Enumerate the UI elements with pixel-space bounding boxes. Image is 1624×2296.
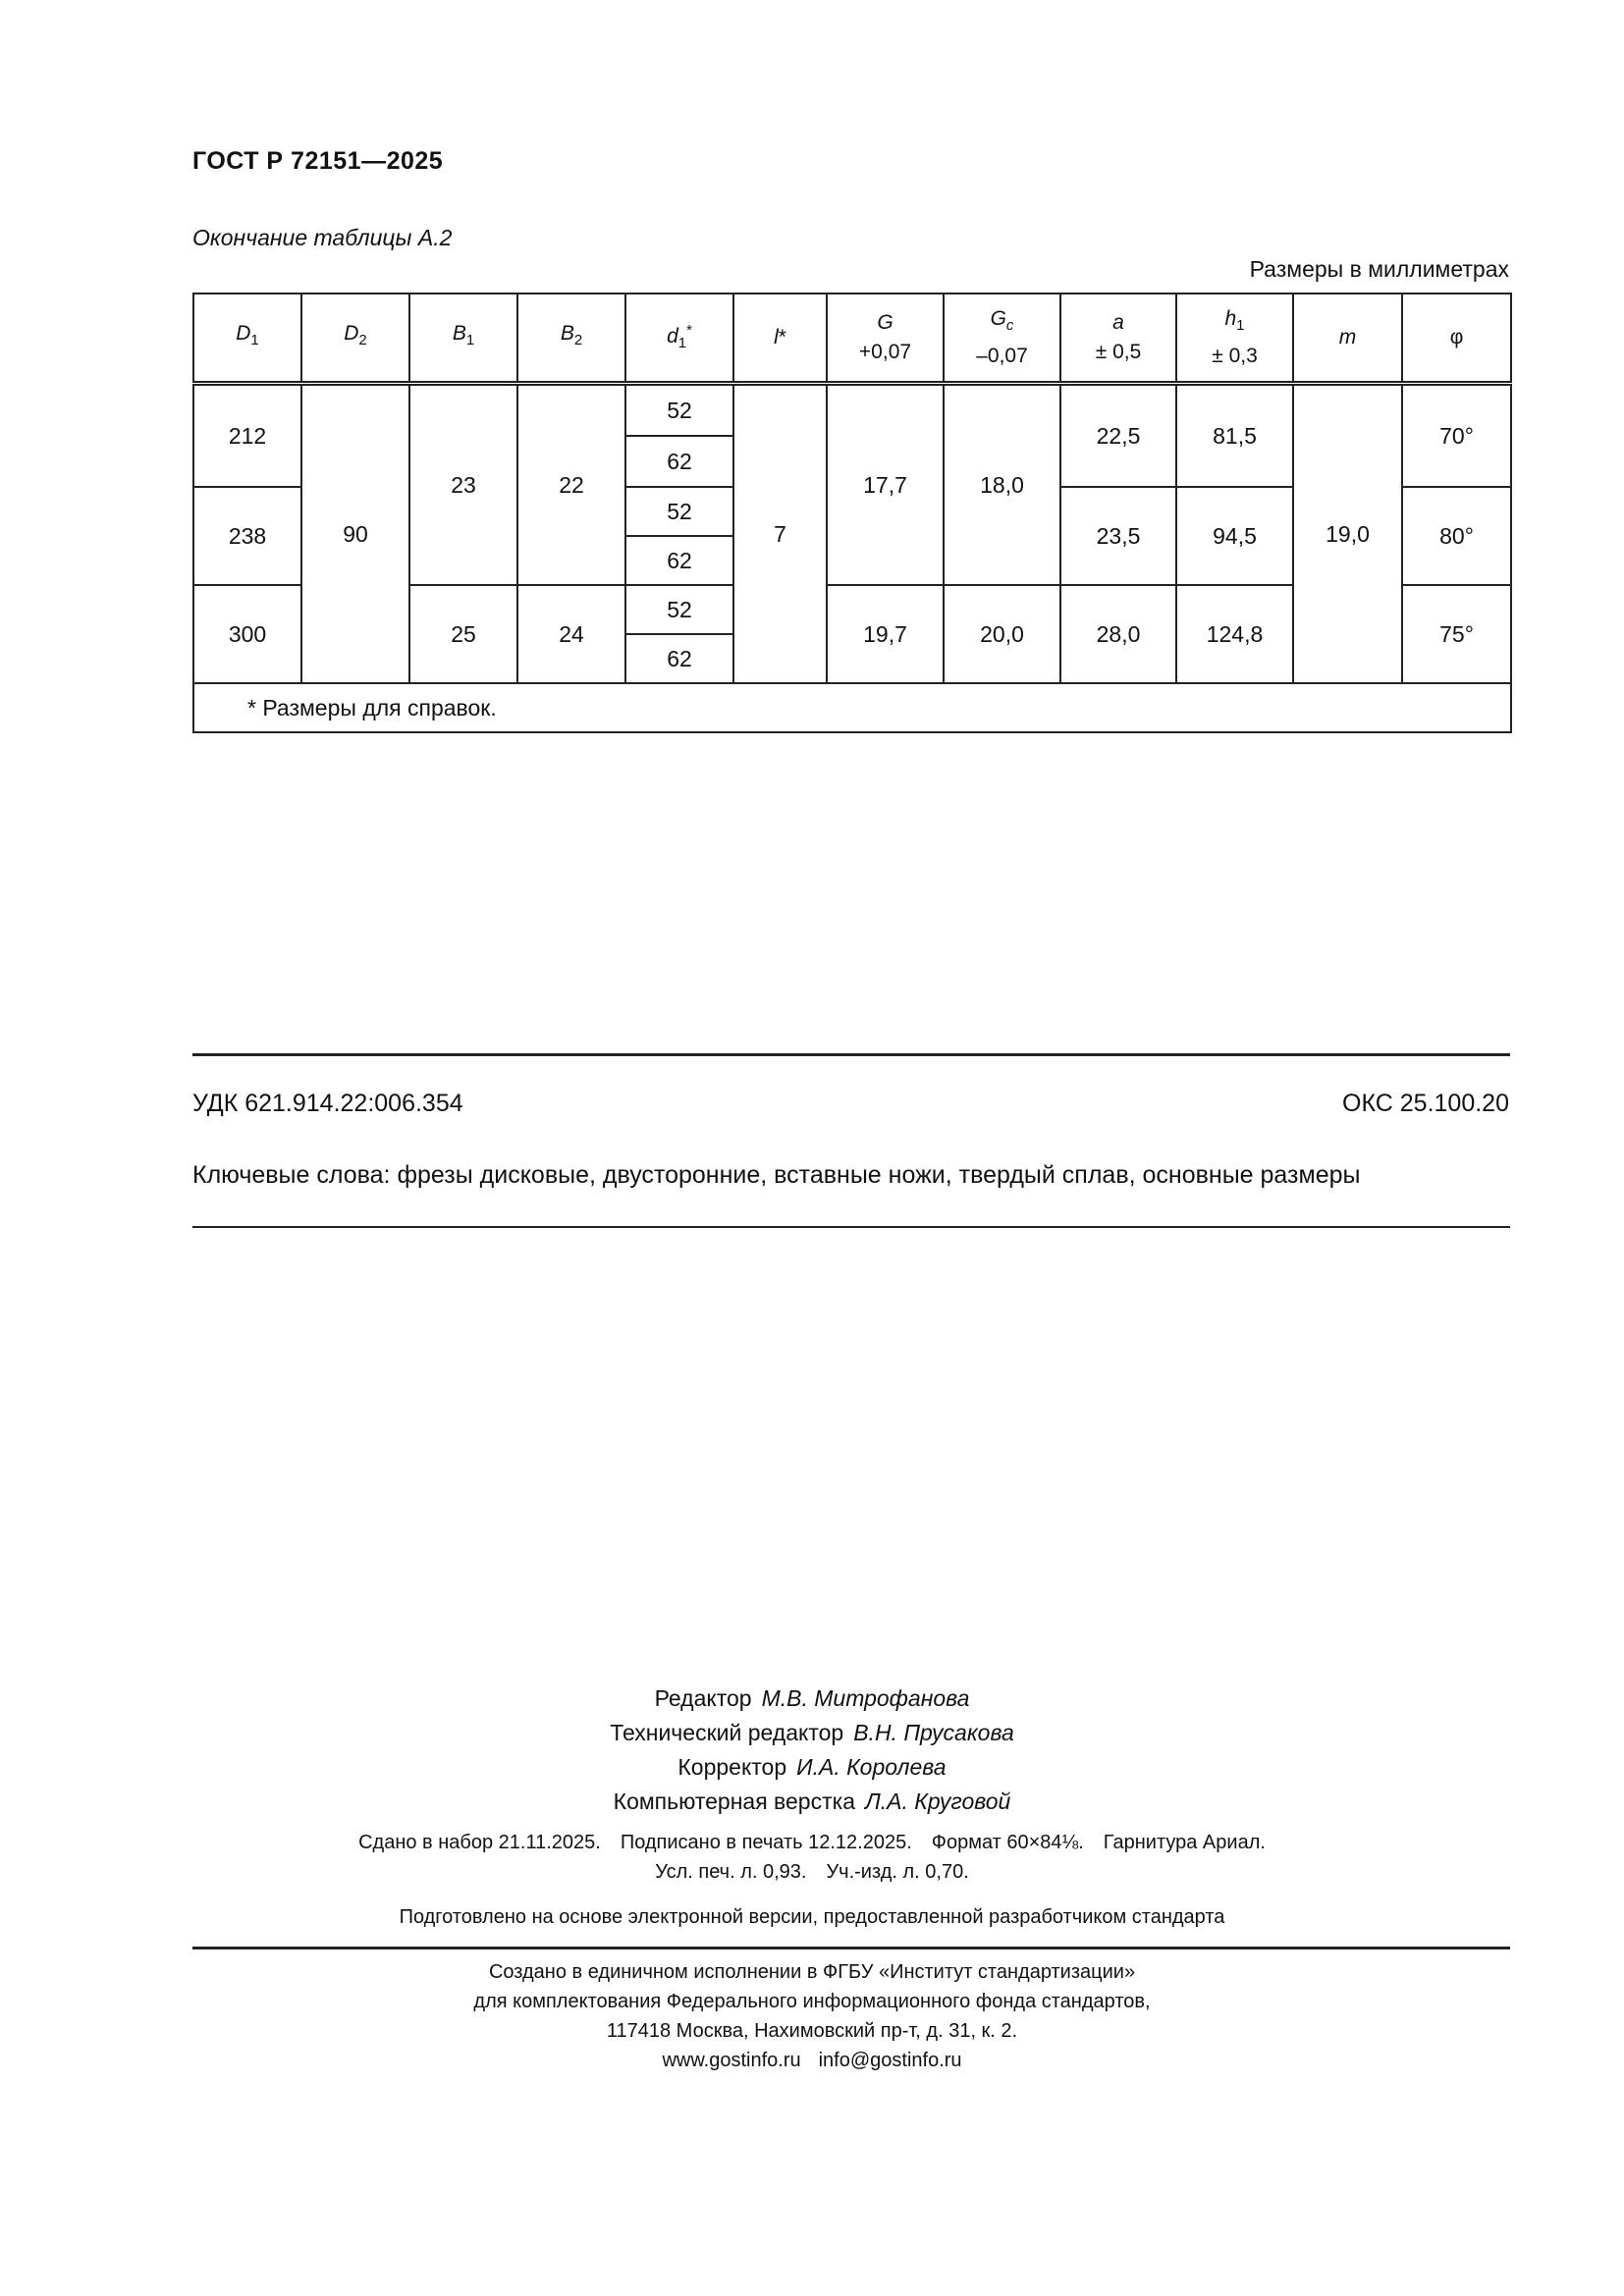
cell-D1: 212	[193, 384, 301, 488]
col-header-Gc: $G_c$ –0,07	[944, 294, 1060, 384]
col-header-B1: $B_1$	[409, 294, 517, 384]
cell-phi: 70°	[1402, 384, 1511, 488]
divider	[192, 1053, 1510, 1056]
cell-Gc: 20,0	[944, 585, 1060, 683]
cell-d1: 52	[625, 585, 733, 634]
cell-phi: 75°	[1402, 585, 1511, 683]
credit-line: Корректор И.А. Королева	[677, 1754, 947, 1780]
divider	[192, 1947, 1510, 1949]
cell-phi: 80°	[1402, 487, 1511, 585]
col-header-m: m	[1293, 294, 1402, 384]
cell-h1: 81,5	[1176, 384, 1293, 488]
cell-d1: 62	[625, 436, 733, 487]
credit-line: Технический редактор В.Н. Прусакова	[610, 1720, 1014, 1745]
credit-line: Компьютерная верстка Л.А. Круговой	[613, 1789, 1011, 1814]
col-header-D2: $D_2$	[301, 294, 409, 384]
divider	[192, 1226, 1510, 1228]
cell-B1: 25	[409, 585, 517, 683]
col-header-B2: $B_2$	[517, 294, 625, 384]
table-footnote: * Размеры для справок.	[193, 683, 1511, 732]
publisher-info: Создано в единичном исполнении в ФГБУ «Институт стандартизации» для комплектования Федерального информационного фонда стандартов, 117418 Москва, Нахимовский пр-т, д. 31, к. 2. www.gostinfo.ru info@gostinfo.ru	[473, 1961, 1151, 2071]
cell-d1: 52	[625, 487, 733, 536]
cell-B2: 22	[517, 384, 625, 586]
credits-block	[0, 1682, 1624, 1819]
table-caption: Окончание таблицы А.2	[192, 225, 453, 250]
col-header-G: G +0,07	[827, 294, 944, 384]
col-header-d1: $d_1^*$	[625, 294, 733, 384]
oks-code: ОКС 25.100.20	[1342, 1090, 1509, 1117]
cell-a: 22,5	[1060, 384, 1176, 488]
cell-D1: 300	[193, 585, 301, 683]
website-link[interactable]: www.gostinfo.ru	[662, 2050, 801, 2071]
cell-d1: 62	[625, 536, 733, 585]
col-header-l: l*	[733, 294, 827, 384]
cell-a: 28,0	[1060, 585, 1176, 683]
credit-line: Редактор М.В. Митрофанова	[654, 1685, 970, 1711]
units-note: Размеры в миллиметрах	[1249, 256, 1509, 282]
cell-D1: 238	[193, 487, 301, 585]
col-header-h1: $h_1$ ± 0,3	[1176, 294, 1293, 384]
table-footnote-row	[193, 683, 1511, 732]
cell-B1: 23	[409, 384, 517, 586]
cell-D2: 90	[301, 384, 409, 684]
cell-d1: 52	[625, 384, 733, 437]
cell-G: 17,7	[827, 384, 944, 586]
table-header-row	[193, 294, 1511, 384]
cell-a: 23,5	[1060, 487, 1176, 585]
col-header-a: a ± 0,5	[1060, 294, 1176, 384]
col-header-D1: $D_1$	[193, 294, 301, 384]
cell-l: 7	[733, 384, 827, 684]
cell-d1: 62	[625, 634, 733, 683]
cell-h1: 94,5	[1176, 487, 1293, 585]
cell-G: 19,7	[827, 585, 944, 683]
udk-code: УДК 621.914.22:006.354	[192, 1090, 463, 1117]
standard-code: ГОСТ Р 72151—2025	[192, 147, 444, 175]
cell-Gc: 18,0	[944, 384, 1060, 586]
cell-h1: 124,8	[1176, 585, 1293, 683]
dimensions-table	[192, 293, 1512, 733]
keywords: Ключевые слова: фрезы дисковые, двусторонние, вставные ножи, твердый сплав, основные размеры	[192, 1161, 1361, 1189]
email-link[interactable]: info@gostinfo.ru	[818, 2050, 962, 2071]
cell-B2: 24	[517, 585, 625, 683]
table-row	[193, 384, 1511, 437]
prepared-note: Подготовлено на основе электронной версии, предоставленной разработчиком стандарта	[399, 1906, 1225, 1928]
col-header-phi: φ	[1402, 294, 1511, 384]
cell-m: 19,0	[1293, 384, 1402, 684]
print-info: Сдано в набор 21.11.2025. Подписано в печать 12.12.2025. Формат 60×84⅛. Гарнитура Ариал. Усл. печ. л. 0,93. Уч.-изд. л. 0,70.	[358, 1832, 1266, 1883]
